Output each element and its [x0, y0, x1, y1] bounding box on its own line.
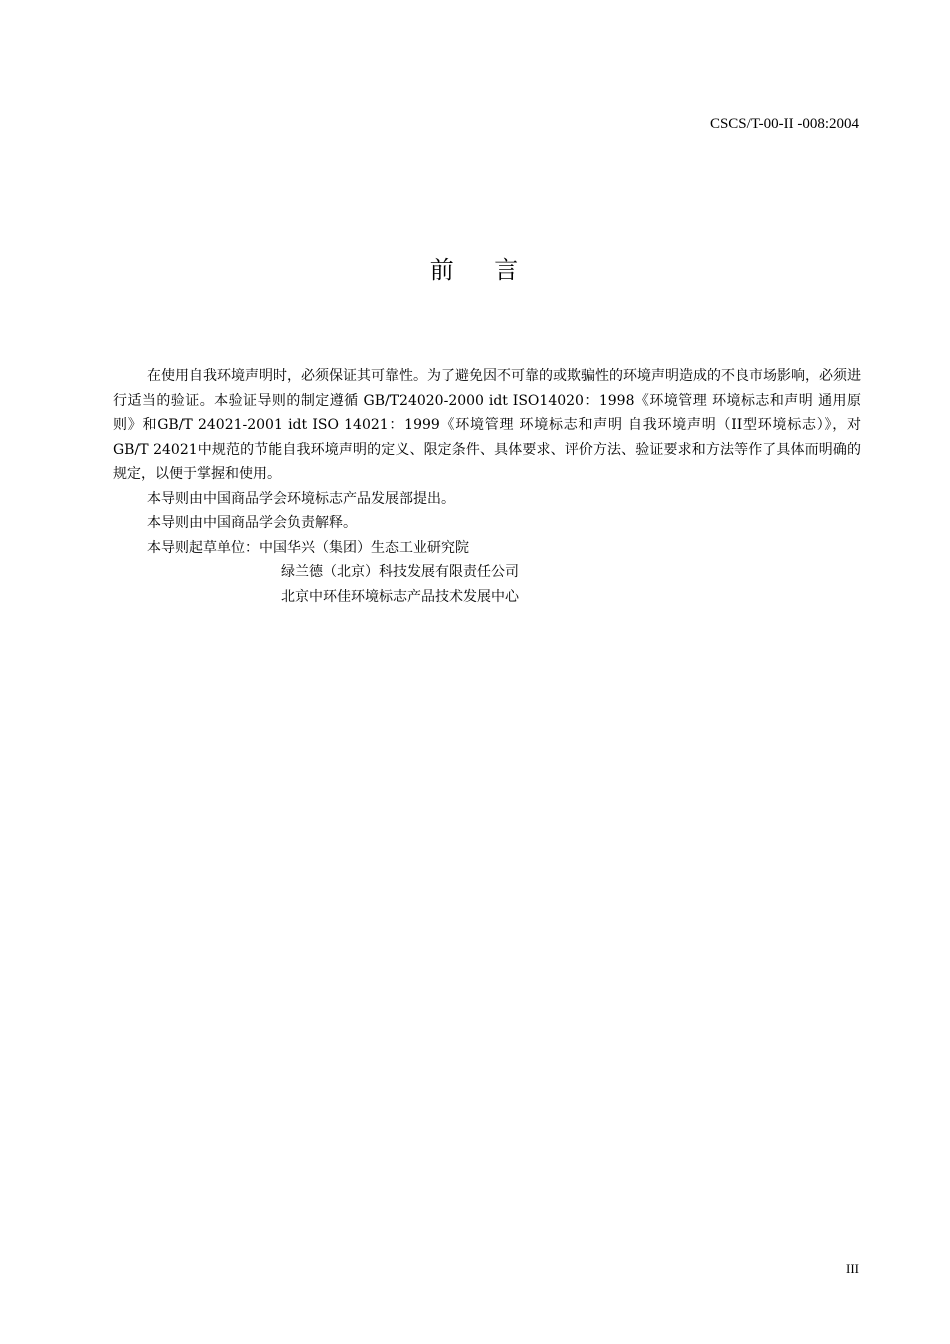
proposer-paragraph: 本导则由中国商品学会环境标志产品发展部提出。 [147, 490, 455, 507]
interpretation-paragraph: 本导则由中国商品学会负责解释。 [147, 515, 357, 531]
drafter-unit: 北京中环佳环境标志产品技术发展中心 [281, 588, 519, 605]
drafter-unit: 中国华兴（集团）生态工业研究院 [259, 539, 469, 556]
foreword-paragraph: 在使用自我环境声明时，必须保证其可靠性。为了避免因不可靠的或欺骗性的环境声明造成的不良市场影响，必须进行适当的验证。本验证导则的制定遵循 GB/T24020-2000 idt ISO14020：1998《环境管理 环境标志和声明 通用原则》和GB/T 24021-2001 idt ISO 14021：1999《环境管理 环境标志和声明 自我环境声明（II型环境标志）》，对GB/T 24021中规范的节能自我环境声明的定义、限定条件、具体要求、评价方法、验证要求和方法等作了具体而明确的规定，以便于掌握和使用。 [113, 368, 861, 482]
drafter-unit: 绿兰德（北京）科技发展有限责任公司 [281, 564, 519, 580]
page-title: 前 言 [429, 256, 521, 284]
foreword-body [113, 364, 861, 609]
document-number: CSCS/T-00-II -008:2004 [709, 116, 859, 132]
drafters-label: 本导则起草单位： [147, 539, 259, 556]
page-number: III [846, 1261, 859, 1276]
drafters-line [113, 536, 861, 561]
